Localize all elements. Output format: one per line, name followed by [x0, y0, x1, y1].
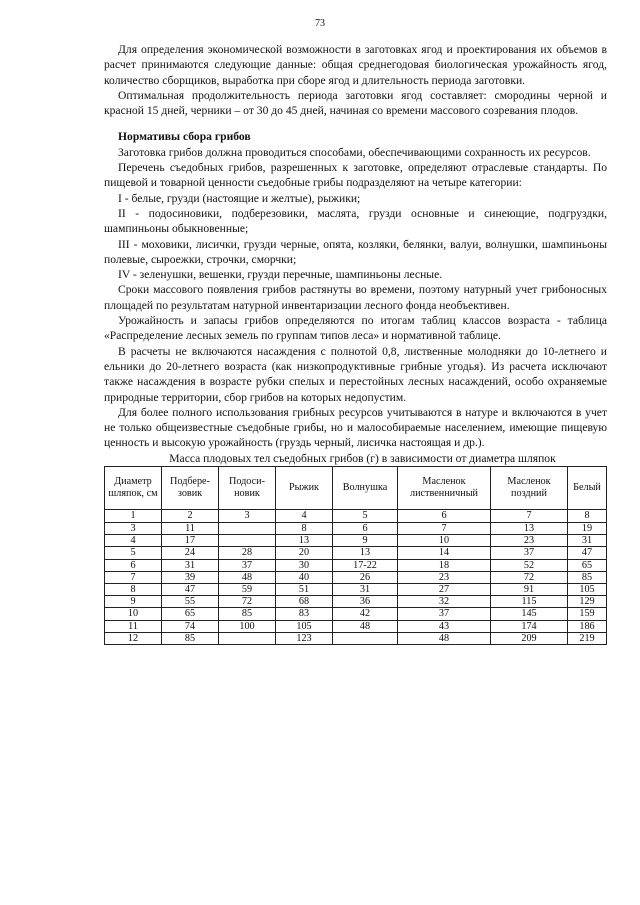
paragraph: Сроки массового появления грибов растянуты во времени, поэтому натурный учет грибоносных площадей по результатам натурной инвентаризации лесного фонда необъективен.: [104, 283, 607, 312]
table-cell: 20: [276, 547, 333, 559]
table-row: [105, 535, 607, 547]
table-row: [105, 632, 607, 644]
table-cell: [333, 632, 398, 644]
table-cell: 7: [491, 510, 568, 523]
table-cell: 105: [568, 584, 607, 596]
table-cell: 10: [398, 535, 491, 547]
header-cell: Масленок лиственничный: [398, 467, 491, 510]
table-cell: 174: [491, 620, 568, 632]
table-cell: 47: [162, 584, 219, 596]
header-cell: Масленок поздний: [491, 467, 568, 510]
table-cell: 209: [491, 632, 568, 644]
table-cell: 40: [276, 571, 333, 583]
table-cell: 32: [398, 596, 491, 608]
category-item: III - моховики, лисички, грузди черные, опята, козляки, белянки, валуи, волнушки, шампиньоны полевые, сыроежки, строчки, сморчки;: [104, 237, 607, 266]
table-cell: 19: [568, 523, 607, 535]
category-item: IV - зеленушки, вешенки, грузди перечные, шампиньоны лесные.: [118, 268, 443, 282]
table-cell: 4: [276, 510, 333, 523]
table-cell: 68: [276, 596, 333, 608]
table-row: [105, 596, 607, 608]
table-cell: 24: [162, 547, 219, 559]
table-cell: 23: [398, 571, 491, 583]
table-cell: 59: [219, 584, 276, 596]
table-cell: 5: [333, 510, 398, 523]
page-number: 73: [315, 18, 325, 29]
table-cell: 13: [491, 523, 568, 535]
paragraph: Заготовка грибов должна проводиться способами, обеспечивающими сохранность их ресурсов.: [118, 145, 591, 159]
table-cell: 145: [491, 608, 568, 620]
table-cell: 186: [568, 620, 607, 632]
table-cell: 1: [105, 510, 162, 523]
table-row: [105, 620, 607, 632]
table-row: [105, 584, 607, 596]
table-cell: 72: [219, 596, 276, 608]
table-cell: 48: [333, 620, 398, 632]
table-cell: 72: [491, 571, 568, 583]
category-item: I - белые, грузди (настоящие и желтые), рыжики;: [118, 191, 361, 205]
page-content: [104, 42, 607, 645]
table-cell: 7: [398, 523, 491, 535]
table-cell: 8: [276, 523, 333, 535]
table-cell: 11: [105, 620, 162, 632]
table-cell: 31: [333, 584, 398, 596]
table-cell: 3: [105, 523, 162, 535]
table-cell: 55: [162, 596, 219, 608]
table-cell: 42: [333, 608, 398, 620]
table-cell: [219, 535, 276, 547]
table-cell: [219, 523, 276, 535]
table-cell: 51: [276, 584, 333, 596]
header-cell: Белый: [568, 467, 607, 510]
table-cell: 8: [568, 510, 607, 523]
category-item: II - подосиновики, подберезовики, маслята, грузди основные и синеющие, подгруздки, шампиньоны обыкновенные;: [104, 206, 607, 236]
paragraph: Перечень съедобных грибов, разрешенных к заготовке, определяют отраслевые стандарты. По пищевой и товарной ценности съедобные грибы подразделяют на четыре категории:: [104, 161, 607, 190]
table-cell: 18: [398, 559, 491, 571]
table-cell: 13: [276, 535, 333, 547]
table-row: [105, 510, 607, 523]
paragraph: Оптимальная продолжительность периода заготовки ягод составляет: смородины черной и красной 15 дней, черники – от 30 до 45 дней, начиная со времени массового созревания плодов.: [104, 88, 607, 118]
table-cell: 13: [333, 547, 398, 559]
table-cell: 26: [333, 571, 398, 583]
table-cell: 9: [333, 535, 398, 547]
table-cell: 100: [219, 620, 276, 632]
table-cell: 85: [219, 608, 276, 620]
table-cell: 3: [219, 510, 276, 523]
table-cell: 37: [398, 608, 491, 620]
table-cell: 47: [568, 547, 607, 559]
table-cell: [219, 632, 276, 644]
table-cell: 43: [398, 620, 491, 632]
table-cell: 7: [105, 571, 162, 583]
table-row: [105, 559, 607, 571]
table-cell: 6: [398, 510, 491, 523]
table-cell: 2: [162, 510, 219, 523]
table-cell: 17: [162, 535, 219, 547]
table-cell: 12: [105, 632, 162, 644]
table-row: [105, 547, 607, 559]
table-cell: 74: [162, 620, 219, 632]
table-cell: 6: [105, 559, 162, 571]
table-cell: 39: [162, 571, 219, 583]
table-cell: 11: [162, 523, 219, 535]
table-row: [105, 571, 607, 583]
table-row: [105, 608, 607, 620]
header-cell: Подоси-новик: [219, 467, 276, 510]
table-cell: 48: [219, 571, 276, 583]
table-cell: 83: [276, 608, 333, 620]
table-cell: 17-22: [333, 559, 398, 571]
table-cell: 14: [398, 547, 491, 559]
table-cell: 65: [568, 559, 607, 571]
header-cell: Диаметр шляпок, см: [105, 467, 162, 510]
table-cell: 9: [105, 596, 162, 608]
table-cell: 31: [162, 559, 219, 571]
table-cell: 8: [105, 584, 162, 596]
table-cell: 37: [491, 547, 568, 559]
table-cell: 36: [333, 596, 398, 608]
table-cell: 31: [568, 535, 607, 547]
table-cell: 27: [398, 584, 491, 596]
table-cell: 23: [491, 535, 568, 547]
table-cell: 10: [105, 608, 162, 620]
table-cell: 91: [491, 584, 568, 596]
table-cell: 115: [491, 596, 568, 608]
table-cell: 4: [105, 535, 162, 547]
table-cell: 28: [219, 547, 276, 559]
header-cell: Волнушка: [333, 467, 398, 510]
table-cell: 5: [105, 547, 162, 559]
table-cell: 85: [162, 632, 219, 644]
table-cell: 65: [162, 608, 219, 620]
paragraph: Урожайность и запасы грибов определяются по итогам таблиц классов возраста - таблица «Распределение лесных земель по группам типов леса» и нормативной таблице.: [104, 314, 607, 343]
mushroom-mass-table: [104, 466, 607, 645]
table-cell: 6: [333, 523, 398, 535]
paragraph: В расчеты не включаются насаждения с полнотой 0,8, лиственные молодняки до 10-летнего и ельники до 20-летнего возраста (как низкопродуктивные грибные угодья). Из расчета исключают также насаждения в возрасте рубки спелых и перестойных лесных насаждений, особо охраняемые природные территории, сбор грибов на которых недопустим.: [104, 344, 607, 404]
table-cell: 159: [568, 608, 607, 620]
table-header-row: [105, 467, 607, 510]
table-cell: 30: [276, 559, 333, 571]
table-cell: 48: [398, 632, 491, 644]
table-cell: 52: [491, 559, 568, 571]
table-cell: 85: [568, 571, 607, 583]
paragraph: Для более полного использования грибных ресурсов учитываются в натуре и включаются в учет не только общеизвестные съедобные грибы, но и малособираемые населением, имеющие пищевую ценность и высокую урожайность (груздь черный, лисичка настоящая и др.).: [104, 405, 607, 450]
table-cell: 123: [276, 632, 333, 644]
table-row: [105, 523, 607, 535]
header-cell: Рыжик: [276, 467, 333, 510]
paragraph: Для определения экономической возможности в заготовках ягод и проектирования их объемов в расчет принимаются следующие данные: общая среднегодовая биологическая урожайность ягод, количество сборщиков, выработка при сборе ягод и длительность периода заготовки.: [104, 43, 607, 87]
header-cell: Подбере-зовик: [162, 467, 219, 510]
table-cell: 105: [276, 620, 333, 632]
table-cell: 219: [568, 632, 607, 644]
table-cell: 129: [568, 596, 607, 608]
section-heading: Нормативы сбора грибов: [118, 130, 251, 144]
table-cell: 37: [219, 559, 276, 571]
table-caption: Масса плодовых тел съедобных грибов (г) в зависимости от диаметра шляпок: [169, 451, 556, 465]
